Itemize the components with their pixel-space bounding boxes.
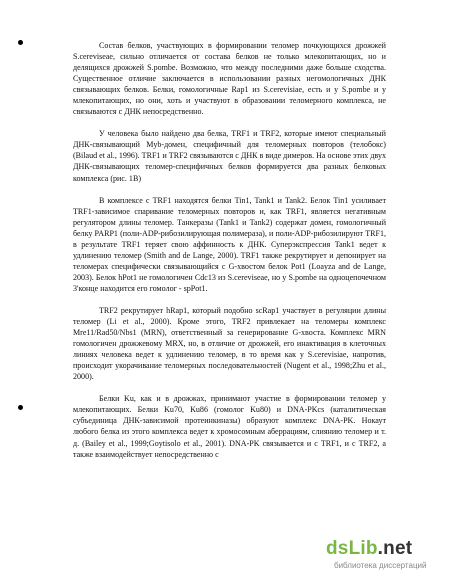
document-body [73, 40, 386, 460]
watermark-logo-main: dsLib [326, 538, 378, 559]
paragraph-4: TRF2 рекрутирует hRap1, который подобно scRap1 участвует в регуляции длины теломер (Li et al., 2000). Кроме этого, TRF2 привлекает на теломеры комплекс Mre11/Rad50/Nbs1 (MRN), ответственный за генерирование G-хвоста. Комплекс MRN гомологичен дрожжевому MRX, но, в отличие от дрожжей, его инактивация в клеточных линиях человека ведет к удлинению теломер, в то время как у S.cerevisiae, напротив, происходит укорачивание теломерных последовательностей (Nugent et al., 1998;Zhu et al., 2000). [73, 305, 386, 382]
watermark [326, 539, 441, 573]
paragraph-2: У человека было найдено два белка, TRF1 и TRF2, которые имеют специальный ДНК-связывающий Myb-домен, специфичный для теломерных повторов (телобокс) (Bilaud et al., 1996). TRF1 и TRF2 связываются с ДНК в виде димеров. На основе этих двух ДНК-связывающих теломер-специфичных белков формируется два разных белковых комплекса (рис. 1В) [73, 129, 386, 183]
watermark-logo-suffix: .net [377, 538, 413, 559]
bullet-mark [18, 405, 23, 410]
paragraph-1: Состав белков, участвующих в формировании теломер почкующихся дрожжей S.cerevisеae, сильно отличается от состава белков не только млекопитающих, но и делящихся дрожжей S.pombe. Возможно, что между последними даже больше сходства. Существенное отличие заключается в использовании разных негомологичных ДНК связывающих белков. Белки, гомологичные Rap1 из S.cerevisiae, есть и у S.pombe и у млекопитающих, но они, хоть и участвуют в образовании теломерного комплекса, не связываются с ДНК непосредственно. [73, 41, 386, 117]
watermark-logo [326, 539, 412, 559]
bullet-mark [18, 40, 23, 45]
watermark-subtitle: библиотека диссертаций [334, 561, 427, 570]
paragraph-3: В комплексе с TRF1 находятся белки Tin1, Tank1 и Tank2. Белок Tin1 усиливает TRF1-зависимое спаривание теломерных повторов и, как TRF1, является негативным регулятором длины теломер. Танкеразы (Tank1 и Tank2) содержат домен, гомологичный белку PARP1 (поли-ADP-рибозилирующая полимераза), и поли-ADP-рибозилируют TRF1, в результате TRF1 теряет свою аффинность к ДНК. Суперэкспрессия Tank1 ведет к удлинению теломер (Smith and de Lange, 2000). TRF1 также рекрутирует и депонирует на теломерах специфически связывающийся с G-хвостом белок Pot1 (Loayza and de Lange, 2003). Белок hPot1 не гомологичен Cdc13 из S.cerevisеae, но у S.pombe на одноцепочечном 3'конце находится его гомолог - spPot1. [73, 195, 386, 293]
paragraph-5: Белки Ku, как и в дрожжах, принимают участие в формировании теломер у млекопитающих. Белки Ku70, Ku86 (гомолог Ku80) и DNA-PKcs (каталитическая субъединица ДНК-зависимой протеинкиназы) образуют комплекс DNA-PK. Нокаут любого белка из этого комплекса ведет к хромосомным аберрациям, слиянию теломер и т. д. (Bailey et al., 1999;Goytisolo et al., 2001). DNA-PK связывается и с TRF1, и с TRF2, а также взаимодействует непосредственно с [73, 394, 386, 459]
